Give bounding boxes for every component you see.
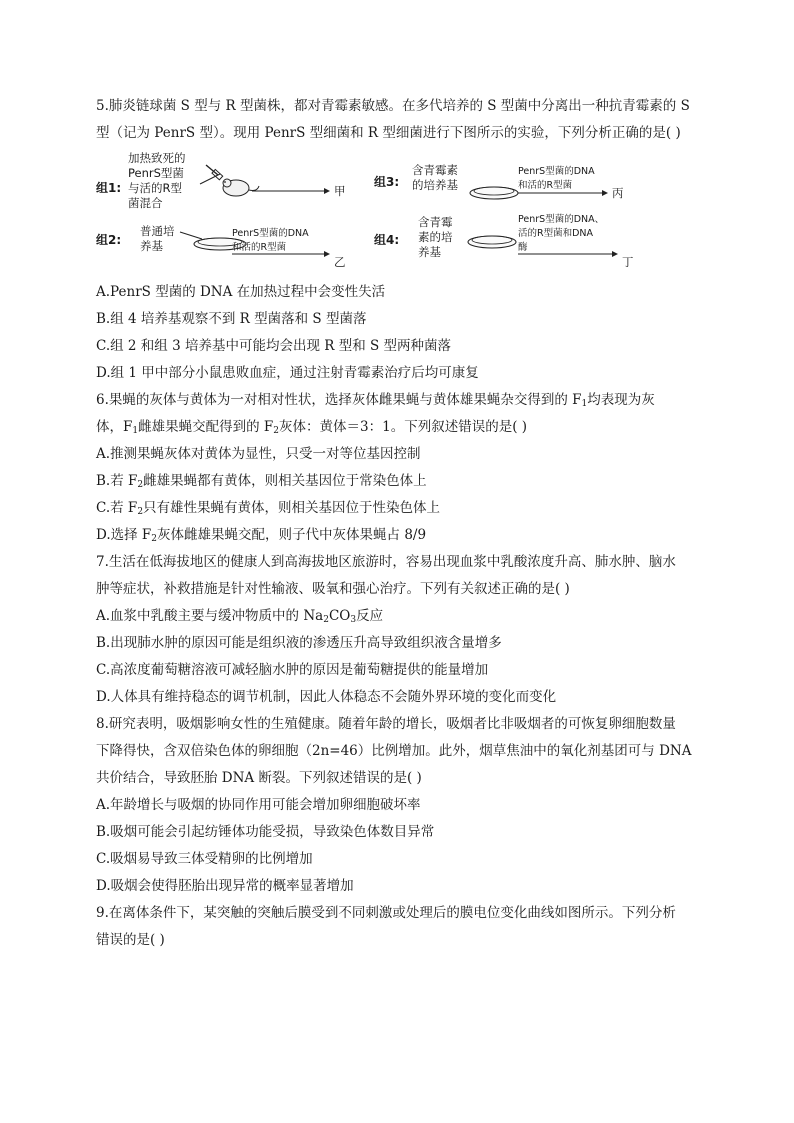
q9-stem-line2: 错误的是( ): [96, 932, 165, 948]
g3-arrow-text-1: PenrS型菌的DNA: [518, 166, 595, 177]
q7-option-d: D.人体具有维持稳态的调节机制，因此人体稳态不会随外界环境的变化而变化: [96, 689, 557, 705]
g1-pointer-line: [200, 174, 220, 184]
q5-option-a: A.PenrS 型菌的 DNA 在加热过程中会变性失活: [96, 284, 386, 300]
q5-stem-line2: 型（记为 PenrS 型）。现用 PenrS 型细菌和 R 型细菌进行下图所示的实验，下列分析正确的是( ): [96, 125, 681, 141]
q5-option-d: D.组 1 甲中部分小鼠患败血症，通过注射青霉素治疗后均可康复: [96, 365, 479, 381]
g1-desc-4: 菌混合: [128, 196, 163, 210]
q5-experiment-diagram: [96, 146, 656, 276]
q7-option-b: B.出现肺水肿的原因可能是组织液的渗透压升高导致组织液含量增多: [96, 635, 502, 651]
q6-option-a: A.推测果蝇灰体对黄体为显性，只受一对等位基因控制: [96, 446, 421, 462]
g3-arrow-text-2: 和活的R型菌: [518, 180, 573, 191]
g1-label: 组1:: [96, 181, 122, 195]
q6-option-b: B.若 $F_2$雌雄果蝇都有黄体，则相关基因位于常染色体上: [96, 473, 427, 490]
g1-result: 甲: [334, 184, 346, 198]
g2-desc-1: 普通培: [140, 224, 175, 238]
g1-desc-3: 与活的R型: [128, 181, 182, 195]
g2-label: 组2:: [96, 233, 122, 247]
g2-result: 乙: [334, 255, 346, 269]
q5-stem-line1: 5.肺炎链球菌 S 型与 R 型菌株，都对青霉素敏感。在多代培养的 S 型菌中分离出一种抗青霉素的 S: [96, 98, 690, 114]
q9-stem-line1: 9.在离体条件下，某突触的突触后膜受到不同刺激或处理后的膜电位变化曲线如图所示。下列分析: [96, 905, 676, 921]
q8-stem-line3: 共价结合，导致胚胎 DNA 断裂。下列叙述错误的是( ): [96, 770, 422, 786]
q7-option-a: A.血浆中乳酸主要与缓冲物质中的 $Na_2CO_3$反应: [96, 608, 384, 625]
g1-desc-1: 加热致死的: [128, 151, 186, 165]
g4-result: 丁: [622, 255, 634, 269]
q5-option-c: C.组 2 和组 3 培养基中可能均会出现 R 型和 S 型两种菌落: [96, 338, 452, 354]
petri-dish-icon: [468, 236, 516, 248]
q6-stem-line1: 6.果蝇的灰体与黄体为一对相对性状，选择灰体雌果蝇与黄体雄果蝇杂交得到的 $F_1$均表现为灰: [96, 392, 655, 409]
q8-stem-line1: 8.研究表明，吸烟影响女性的生殖健康。随着年龄的增长，吸烟者比非吸烟者的可恢复卵细胞数量: [96, 716, 676, 732]
g3-desc-1: 含青霉素: [412, 163, 458, 177]
q8-option-d: D.吸烟会使得胚胎出现异常的概率显著增加: [96, 878, 354, 894]
petri-dish-icon: [470, 187, 518, 199]
q7-stem-line1: 7.生活在低海拔地区的健康人到高海拔地区旅游时，容易出现血浆中乳酸浓度升高、肺水肿、脑水: [96, 554, 676, 570]
q6-option-d: D.选择 $F_2$灰体雌雄果蝇交配，则子代中灰体果蝇占 8/9: [96, 527, 427, 544]
g2-desc-2: 养基: [140, 239, 163, 253]
g3-desc-2: 的培养基: [412, 178, 458, 192]
mouse-icon: [223, 179, 259, 196]
q8-option-b: B.吸烟可能会引起纺锤体功能受损，导致染色体数目异常: [96, 824, 435, 840]
g4-arrow-text-3: 酶: [518, 242, 528, 253]
q7-option-c: C.高浓度葡萄糖溶液可减轻脑水肿的原因是葡萄糖提供的能量增加: [96, 662, 489, 678]
g4-desc-1: 含青霉: [418, 215, 453, 229]
g3-label: 组3:: [374, 175, 400, 189]
q8-option-c: C.吸烟易导致三体受精卵的比例增加: [96, 851, 313, 867]
q5-option-b: B.组 4 培养基观察不到 R 型菌落和 S 型菌落: [96, 311, 367, 327]
q8-stem-line2: 下降得快，含双倍染色体的卵细胞（2n=46）比例增加。此外，烟草焦油中的氧化剂基团可与 DNA: [96, 743, 692, 759]
q6-stem-line2: 体，$F_1$雌雄果蝇交配得到的 $F_2$灰体：黄体＝3：1。下列叙述错误的是( ): [96, 419, 528, 436]
g1-desc-2: PenrS型菌: [128, 166, 184, 180]
q8-option-a: A.年龄增长与吸烟的协同作用可能会增加卵细胞破坏率: [96, 797, 421, 813]
g2-arrow-text-1: PenrS型菌的DNA: [232, 228, 309, 239]
g4-desc-3: 养基: [418, 245, 441, 259]
q7-stem-line2: 肿等症状，补救措施是针对性输液、吸氧和强心治疗。下列有关叙述正确的是( ): [96, 581, 570, 597]
syringe-icon: [206, 165, 223, 180]
g4-arrow-text-2: 活的R型菌和DNA: [518, 228, 594, 239]
g4-label: 组4:: [374, 233, 400, 247]
q6-option-c: C.若 $F_2$只有雄性果蝇有黄体，则相关基因位于性染色体上: [96, 500, 441, 517]
g4-arrow-text-1: PenrS型菌的DNA、: [518, 214, 605, 225]
g3-result: 丙: [612, 186, 624, 200]
g4-desc-2: 素的培: [418, 230, 453, 244]
g2-arrow-text-2: 和活的R型菌: [232, 242, 287, 253]
